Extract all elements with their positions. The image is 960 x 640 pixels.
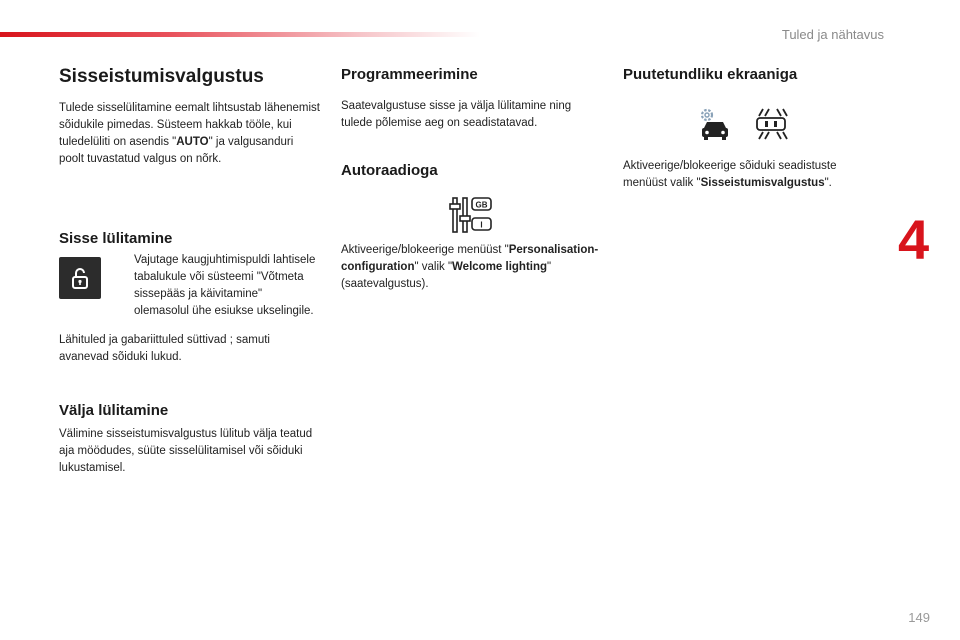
touchscreen-bold-option: Sisseistumisvalgustus xyxy=(700,177,825,189)
programming-text: Saatevalgustuse sisse ja välja lülitamine ning tulede põlemise aeg on seadistatavad. xyxy=(341,100,572,129)
switch-on-instruction xyxy=(120,252,320,320)
touchscreen-text-1: Aktiveerige/blokeerige sõiduki seadistuste menüüst valik " xyxy=(623,160,837,189)
chapter-number: 4 xyxy=(898,208,930,271)
heading-programming: Programmeerimine xyxy=(341,66,478,83)
touchscreen-text xyxy=(623,158,873,192)
bullet-marker xyxy=(120,252,134,320)
car-radio-text xyxy=(341,242,603,293)
car-radio-text-2: " valik " xyxy=(414,261,453,273)
header-accent-bar xyxy=(0,32,480,37)
list-item xyxy=(120,252,320,320)
heading-touchscreen: Puutetundliku ekraaniga xyxy=(623,66,798,83)
heading-car-radio: Autoraadioga xyxy=(341,162,438,179)
rear-demist-icon xyxy=(753,106,789,142)
intro-text-1: Tulede sisselülitamine eemalt lihtsustab lähenemist sõidukile pimedas. Süsteem hakkab tööle, kui tuledelüliti on asendis " xyxy=(59,102,321,148)
car-radio-bold-option: Welcome lighting xyxy=(452,261,548,273)
unlock-padlock-icon xyxy=(59,257,101,299)
switch-on-result: Lähituled ja gabariittuled süttivad ; samuti avanevad sõiduki lukud. xyxy=(59,334,270,363)
column-entry-lighting xyxy=(59,60,321,474)
icon-label-gb: GB xyxy=(475,200,488,210)
heading-switch-on: Sisse lülitamine xyxy=(59,230,173,247)
bullet-text: Vajutage kaugjuhtimispuldi lahtisele tabalukule või süsteemi "Võtmeta sissepääs ja käivitamine" olemasolul ühe esiukse ukselingile. xyxy=(134,254,316,317)
page-title: Sisseistumisvalgustus xyxy=(59,66,264,87)
touchscreen-text-2: ". xyxy=(824,177,832,189)
car-radio-text-3: " (saatevalgustus). xyxy=(341,261,552,290)
icon-label-i: I xyxy=(480,220,483,230)
radio-settings-icon xyxy=(449,196,495,234)
car-radio-text-1: Aktiveerige/blokeerige menüüst " xyxy=(341,244,509,256)
intro-paragraph xyxy=(59,100,321,168)
car-radio-bold-menu: Personalisation-configuration xyxy=(341,244,599,273)
page-number: 149 xyxy=(908,610,930,625)
intro-text-2: " ja valgusanduri poolt tuvastatud valgus on nõrk. xyxy=(59,136,294,165)
vehicle-settings-icon xyxy=(697,106,733,142)
switch-off-text: Välimine sisseistumisvalgustus lülitub välja teatud aja möödudes, süüte sisselülitamisel või sõiduki lukustamisel. xyxy=(59,428,313,474)
intro-bold-auto: AUTO xyxy=(176,136,209,148)
heading-switch-off: Välja lülitamine xyxy=(59,402,169,419)
section-label: Tuled ja nähtavus xyxy=(781,27,884,42)
